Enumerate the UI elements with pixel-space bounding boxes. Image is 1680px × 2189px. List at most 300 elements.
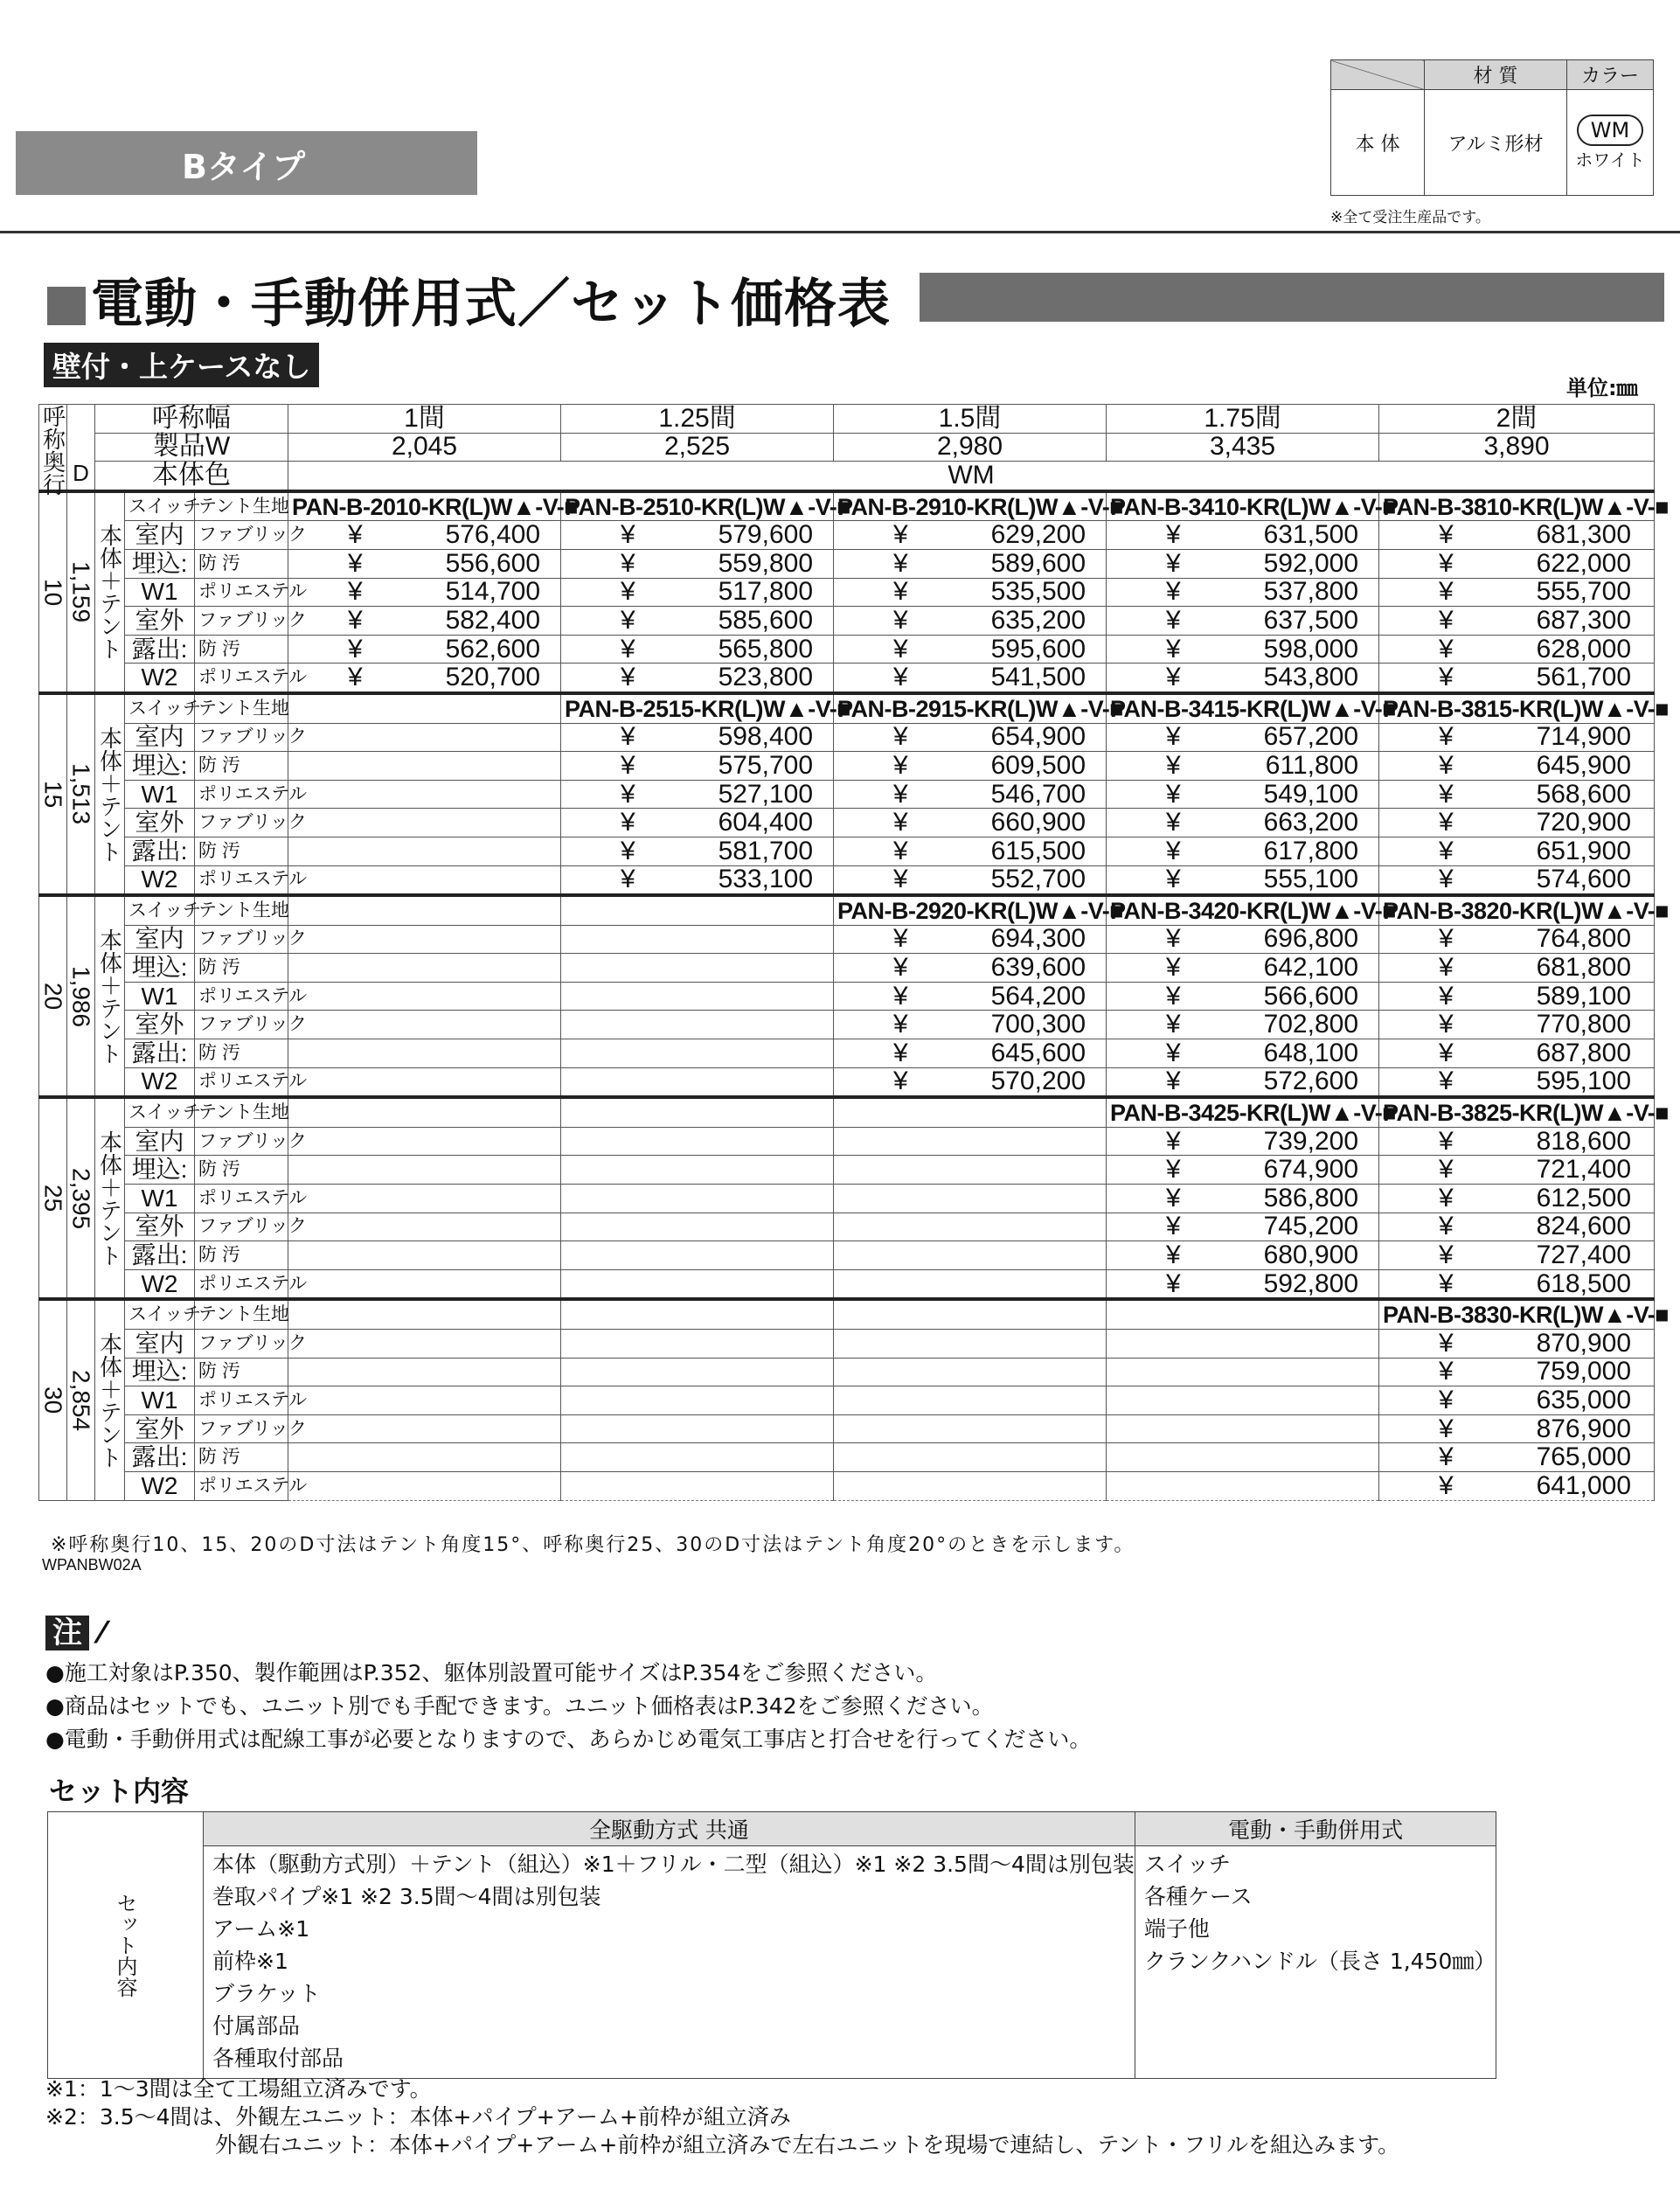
price-cell [561, 1185, 834, 1213]
price-cell [561, 982, 834, 1011]
price-cell [561, 521, 834, 550]
yen-sign: ¥ [348, 520, 363, 550]
yen-sign: ¥ [1439, 865, 1454, 894]
yen-sign: ¥ [1439, 1442, 1454, 1472]
price-value: 589,600 [990, 548, 1086, 578]
body-tent-label [95, 1299, 125, 1500]
price-value: 648,100 [1263, 1038, 1359, 1067]
price-value: 552,700 [990, 865, 1086, 894]
yen-sign: ¥ [621, 750, 635, 780]
price-cell [1107, 954, 1379, 983]
price-cell [288, 982, 561, 1011]
yen-sign: ¥ [1439, 808, 1454, 837]
color-cell [1567, 90, 1654, 196]
price-cell [288, 1443, 561, 1472]
type-banner [16, 131, 477, 195]
price-value: 639,600 [990, 953, 1086, 983]
width-col-header: 1.25間 [561, 405, 834, 434]
fabric-label: ファブリック [195, 1414, 288, 1443]
price-cell [1107, 809, 1379, 837]
price-value: 700,300 [990, 1010, 1086, 1039]
price-cell [1379, 1213, 1655, 1241]
fabric-label: ファブリック [195, 1011, 288, 1039]
price-cell [834, 635, 1107, 664]
yen-sign: ¥ [893, 577, 908, 607]
yen-sign: ¥ [893, 520, 908, 550]
footnote-2: ※2：3.5〜4間は、外観左ユニット：本体+パイプ+アーム+前枠が組立済み [45, 2104, 791, 2130]
price-cell [1379, 982, 1655, 1011]
yen-sign: ¥ [893, 722, 908, 752]
set-common-cell [204, 1846, 1135, 2079]
set-title: セット内容 [49, 1775, 190, 1808]
body-tent-label [95, 1097, 125, 1299]
notes-heading-label: 注 [45, 1616, 89, 1650]
price-cell [1107, 1011, 1379, 1039]
fabric-header: テント生地 [195, 1299, 288, 1329]
price-value: 535,500 [990, 577, 1086, 607]
set-common-item: 各種取付部品 [212, 2046, 344, 2071]
switch-label: 埋込: [125, 1358, 195, 1386]
price-cell [288, 752, 561, 781]
price-value: 635,200 [990, 605, 1086, 635]
yen-sign: ¥ [621, 577, 635, 607]
fabric-label: ファブリック [195, 925, 288, 954]
price-cell [1379, 1443, 1655, 1472]
price-cell [1379, 1358, 1655, 1386]
price-cell [1107, 1039, 1379, 1068]
yen-sign: ¥ [1439, 1038, 1454, 1067]
yen-sign: ¥ [1166, 1126, 1181, 1156]
yen-sign: ¥ [1166, 1155, 1181, 1185]
price-cell [1107, 1241, 1379, 1270]
price-cell [834, 1067, 1107, 1097]
price-cell [288, 521, 561, 550]
fabric-header: テント生地 [195, 491, 288, 521]
price-cell [561, 925, 834, 954]
price-cell [834, 1213, 1107, 1241]
price-value: 702,800 [1263, 1010, 1359, 1039]
model-number: PAN-B-3830-KR(L)W▲-V-■ [1379, 1299, 1655, 1329]
set-electric-item: 各種ケース [1143, 1884, 1253, 1909]
model-number: PAN-B-3410-KR(L)W▲-V-■ [1107, 491, 1379, 521]
price-cell [1379, 837, 1655, 865]
fabric-label: ポリエステル [195, 780, 288, 809]
price-cell [288, 780, 561, 809]
switch-label: 埋込: [125, 954, 195, 983]
price-cell [1107, 1067, 1379, 1097]
price-value: 617,800 [1263, 836, 1359, 865]
price-cell [288, 1330, 561, 1359]
body-color-value: WM [288, 462, 1655, 491]
price-cell [561, 837, 834, 865]
price-cell [834, 521, 1107, 550]
model-number [288, 693, 561, 723]
fabric-label: ポリエステル [195, 1386, 288, 1415]
price-value: 651,900 [1536, 836, 1632, 865]
price-cell [834, 982, 1107, 1011]
price-value: 674,900 [1263, 1155, 1359, 1185]
depth-value: 15 [39, 693, 67, 895]
footnote-1: ※1：1〜3間は全て工場組立済みです。 [45, 2076, 432, 2102]
fabric-label: ポリエステル [195, 1067, 288, 1097]
d-value: 1,986 [67, 895, 95, 1097]
price-cell [288, 809, 561, 837]
model-number [834, 1097, 1107, 1127]
price-cell [1107, 1156, 1379, 1185]
fabric-label: 防 汚 [195, 954, 288, 983]
price-value: 770,800 [1536, 1010, 1632, 1039]
switch-label: 室内 [125, 925, 195, 954]
color-name: ホワイト [1575, 149, 1645, 170]
price-cell [1107, 865, 1379, 895]
product-w-header: 製品W [95, 433, 288, 462]
fabric-label: ポリエステル [195, 1269, 288, 1299]
price-value: 721,400 [1536, 1155, 1632, 1185]
price-value: 527,100 [718, 779, 814, 809]
price-cell [1107, 1269, 1379, 1299]
switch-label: 室内 [125, 1330, 195, 1359]
price-cell [834, 1269, 1107, 1299]
price-cell [1379, 809, 1655, 837]
price-cell [288, 635, 561, 664]
table-footnote: ※呼称奥行10、15、20のD寸法はテント角度15°、呼称奥行25、30のD寸法はテント角度20°のときを示します。 [51, 1534, 1135, 1556]
price-cell [834, 549, 1107, 578]
price-cell [1107, 982, 1379, 1011]
yen-sign: ¥ [1439, 1470, 1454, 1500]
yen-sign: ¥ [1439, 520, 1454, 550]
model-number: PAN-B-2915-KR(L)W▲-V-■ [834, 693, 1107, 723]
yen-sign: ¥ [1439, 1155, 1454, 1185]
price-cell [834, 809, 1107, 837]
model-number: PAN-B-3420-KR(L)W▲-V-■ [1107, 895, 1379, 925]
switch-label: 埋込: [125, 549, 195, 578]
price-cell [834, 1039, 1107, 1068]
price-value: 537,800 [1263, 577, 1359, 607]
yen-sign: ¥ [348, 548, 363, 578]
yen-sign: ¥ [1439, 924, 1454, 954]
price-cell [1379, 578, 1655, 607]
price-value: 635,000 [1536, 1385, 1632, 1414]
set-side-label: セット内容 [48, 1812, 204, 2079]
switch-header: スイッチ [125, 1097, 195, 1127]
yen-sign: ¥ [1166, 1183, 1181, 1213]
price-cell [288, 865, 561, 895]
switch-label: 露出: [125, 1241, 195, 1270]
body-tent-text: 本体＋テント [96, 524, 123, 661]
model-number [288, 895, 561, 925]
yen-sign: ¥ [1166, 808, 1181, 837]
yen-sign: ¥ [893, 779, 908, 809]
yen-sign: ¥ [1439, 1328, 1454, 1358]
price-value: 637,500 [1263, 605, 1359, 635]
price-cell [561, 752, 834, 781]
price-value: 680,900 [1263, 1240, 1359, 1270]
price-value: 611,800 [1265, 750, 1359, 780]
price-cell [561, 664, 834, 693]
price-cell [1107, 925, 1379, 954]
yen-sign: ¥ [1166, 1268, 1181, 1298]
footnote-3: 外観右ユニット：本体+パイプ+アーム+前枠が組立済みで左右ユニットを現場で連結し、テント・フリルを組込みます。 [215, 2132, 1400, 2158]
model-number [561, 1299, 834, 1329]
yen-sign: ¥ [1166, 663, 1181, 692]
price-cell [1107, 723, 1379, 752]
price-cell [1379, 1414, 1655, 1443]
model-number: PAN-B-3810-KR(L)W▲-V-■ [1379, 491, 1655, 521]
price-value: 759,000 [1536, 1357, 1632, 1386]
price-cell [561, 635, 834, 664]
yen-sign: ¥ [621, 722, 635, 752]
price-cell [288, 664, 561, 693]
price-cell [288, 1241, 561, 1270]
price-cell [561, 865, 834, 895]
price-value: 546,700 [990, 779, 1086, 809]
price-value: 687,800 [1536, 1038, 1632, 1067]
price-value: 598,400 [718, 722, 814, 752]
model-number: PAN-B-2920-KR(L)W▲-V-■ [834, 895, 1107, 925]
yen-sign: ¥ [1439, 1357, 1454, 1386]
price-cell [834, 1127, 1107, 1156]
price-cell [1107, 664, 1379, 693]
price-cell [1379, 1471, 1655, 1500]
price-cell [1379, 1156, 1655, 1185]
yen-sign: ¥ [1439, 577, 1454, 607]
price-cell [1107, 1443, 1379, 1472]
yen-sign: ¥ [893, 836, 908, 865]
price-value: 660,900 [990, 808, 1086, 837]
price-cell [1379, 1011, 1655, 1039]
price-table [38, 403, 1670, 1501]
price-cell [1107, 837, 1379, 865]
price-value: 549,100 [1263, 779, 1359, 809]
price-cell [561, 1414, 834, 1443]
price-cell [288, 1386, 561, 1415]
switch-label: 露出: [125, 635, 195, 664]
price-value: 604,400 [718, 808, 814, 837]
price-cell [834, 1330, 1107, 1359]
price-cell [1379, 723, 1655, 752]
price-cell [288, 1156, 561, 1185]
price-cell [834, 865, 1107, 895]
yen-sign: ¥ [1439, 1414, 1454, 1443]
price-cell [834, 578, 1107, 607]
price-value: 589,100 [1536, 981, 1632, 1011]
price-cell [1379, 1269, 1655, 1299]
price-cell [1107, 1185, 1379, 1213]
switch-label: 室外 [125, 607, 195, 636]
depth-value: 30 [39, 1299, 67, 1500]
price-cell [288, 1067, 561, 1097]
price-value: 663,200 [1263, 808, 1359, 837]
yen-sign: ¥ [1166, 1038, 1181, 1067]
price-cell [1107, 1358, 1379, 1386]
price-cell [561, 1471, 834, 1500]
switch-label: 露出: [125, 1443, 195, 1472]
width-col-header: 1間 [288, 405, 561, 434]
price-cell [1379, 925, 1655, 954]
price-cell [834, 1471, 1107, 1500]
set-common-item: 付属部品 [212, 2013, 301, 2039]
price-cell [834, 723, 1107, 752]
yen-sign: ¥ [893, 924, 908, 954]
price-value: 696,800 [1263, 924, 1359, 954]
price-value: 514,700 [445, 577, 541, 607]
yen-sign: ¥ [621, 605, 635, 635]
body-color-header: 本体色 [95, 462, 288, 491]
price-cell [561, 1011, 834, 1039]
yen-sign: ¥ [1439, 663, 1454, 692]
yen-sign: ¥ [621, 836, 635, 865]
price-cell [561, 1330, 834, 1359]
body-tent-text: 本体＋テント [96, 1331, 123, 1469]
price-value: 572,600 [1263, 1067, 1359, 1096]
price-value: 764,800 [1536, 924, 1632, 954]
model-number: PAN-B-3820-KR(L)W▲-V-■ [1379, 895, 1655, 925]
fabric-label: ファブリック [195, 1330, 288, 1359]
switch-label: W1 [125, 780, 195, 809]
set-common-item: 本体（駆動方式別）＋テント（組込）※1＋フリル・二型（組込）※1 ※2 3.5間〜4間は別包装 [212, 1852, 1135, 1877]
price-cell [288, 1185, 561, 1213]
yen-sign: ¥ [893, 1038, 908, 1067]
price-cell [1379, 865, 1655, 895]
body-tent-text: 本体＋テント [96, 1129, 123, 1267]
price-cell [834, 925, 1107, 954]
yen-sign: ¥ [1439, 605, 1454, 635]
price-value: 622,000 [1536, 548, 1632, 578]
fabric-header: テント生地 [195, 693, 288, 723]
price-cell [1107, 607, 1379, 636]
product-w-value: 3,890 [1379, 433, 1655, 462]
set-common-item: 巻取パイプ※1 ※2 3.5間〜4間は別包装 [212, 1884, 601, 1909]
price-value: 745,200 [1263, 1212, 1359, 1241]
model-number [1107, 1299, 1379, 1329]
yen-sign: ¥ [1439, 953, 1454, 983]
model-number: PAN-B-3815-KR(L)W▲-V-■ [1379, 693, 1655, 723]
title-text: 電動・手動併用式／セット価格表 [91, 274, 891, 335]
price-value: 631,500 [1263, 520, 1359, 550]
switch-header: スイッチ [125, 1299, 195, 1329]
price-cell [834, 954, 1107, 983]
price-value: 657,200 [1263, 722, 1359, 752]
price-value: 568,600 [1536, 779, 1632, 809]
set-table [47, 1811, 1496, 2079]
fabric-label: ポリエステル [195, 578, 288, 607]
set-common-item: ブラケット [212, 1981, 321, 2006]
yen-sign: ¥ [348, 605, 363, 635]
price-cell [1107, 1127, 1379, 1156]
fabric-label: 防 汚 [195, 837, 288, 865]
switch-label: 埋込: [125, 752, 195, 781]
price-cell [561, 954, 834, 983]
switch-label: 露出: [125, 837, 195, 865]
price-cell [1379, 1386, 1655, 1415]
price-value: 694,300 [990, 924, 1086, 954]
price-value: 595,100 [1536, 1067, 1632, 1096]
price-value: 681,800 [1536, 953, 1632, 983]
set-electric-cell [1135, 1846, 1496, 2079]
yen-sign: ¥ [1439, 750, 1454, 780]
yen-sign: ¥ [893, 808, 908, 837]
price-cell [288, 1127, 561, 1156]
fabric-label: ポリエステル [195, 982, 288, 1011]
price-cell [1107, 549, 1379, 578]
switch-label: 室外 [125, 1414, 195, 1443]
yen-sign: ¥ [621, 779, 635, 809]
price-cell [561, 809, 834, 837]
model-number: PAN-B-2910-KR(L)W▲-V-■ [834, 491, 1107, 521]
note-item: ●商品はセットでも、ユニット別でも手配できます。ユニット価格表はP.342をご参照ください。 [45, 1693, 994, 1719]
model-number: PAN-B-3415-KR(L)W▲-V-■ [1107, 693, 1379, 723]
switch-label: 室内 [125, 1127, 195, 1156]
d-value: 2,395 [67, 1097, 95, 1299]
price-value: 533,100 [718, 865, 814, 894]
fabric-label: 防 汚 [195, 1039, 288, 1068]
price-cell [1379, 780, 1655, 809]
price-value: 720,900 [1536, 808, 1632, 837]
price-cell [561, 578, 834, 607]
price-value: 824,600 [1536, 1212, 1632, 1241]
notes-heading: 注 ⁄ [45, 1609, 105, 1651]
yen-sign: ¥ [621, 634, 635, 664]
price-cell [1379, 1039, 1655, 1068]
price-cell [1107, 1386, 1379, 1415]
yen-sign: ¥ [1166, 1240, 1181, 1270]
yen-sign: ¥ [893, 548, 908, 578]
price-cell [1379, 664, 1655, 693]
price-value: 579,600 [718, 520, 814, 550]
price-cell [561, 723, 834, 752]
yen-sign: ¥ [348, 577, 363, 607]
divider [0, 231, 1680, 233]
fabric-label: 防 汚 [195, 1241, 288, 1270]
price-cell [561, 1358, 834, 1386]
price-value: 615,500 [990, 836, 1086, 865]
model-number: PAN-B-3425-KR(L)W▲-V-■ [1107, 1097, 1379, 1127]
yen-sign: ¥ [1439, 634, 1454, 664]
model-number [288, 1299, 561, 1329]
price-cell [834, 1241, 1107, 1270]
price-value: 592,800 [1263, 1268, 1359, 1298]
price-cell [1379, 1241, 1655, 1270]
switch-label: W2 [125, 664, 195, 693]
yen-sign: ¥ [893, 1010, 908, 1039]
fabric-label: ポリエステル [195, 1185, 288, 1213]
title-square [47, 287, 86, 325]
body-tent-label [95, 895, 125, 1097]
yen-sign: ¥ [621, 808, 635, 837]
price-cell [288, 1213, 561, 1241]
price-cell [1379, 1185, 1655, 1213]
price-value: 642,100 [1263, 953, 1359, 983]
price-value: 555,700 [1536, 577, 1632, 607]
corner-depth-label: 呼称奥行 [39, 405, 66, 496]
price-cell [561, 1127, 834, 1156]
price-value: 687,300 [1536, 605, 1632, 635]
price-value: 618,500 [1536, 1268, 1632, 1298]
fabric-label: ポリエステル [195, 865, 288, 895]
switch-label: W1 [125, 578, 195, 607]
switch-label: 室内 [125, 723, 195, 752]
model-number [561, 895, 834, 925]
switch-label: 埋込: [125, 1156, 195, 1185]
type-label: Bタイプ [182, 148, 306, 186]
width-header: 呼称幅 [95, 405, 288, 434]
price-cell [1379, 635, 1655, 664]
price-value: 727,400 [1536, 1240, 1632, 1270]
price-cell [561, 1039, 834, 1068]
fabric-label: ファブリック [195, 1127, 288, 1156]
model-number: PAN-B-3825-KR(L)W▲-V-■ [1379, 1097, 1655, 1127]
yen-sign: ¥ [1439, 779, 1454, 809]
